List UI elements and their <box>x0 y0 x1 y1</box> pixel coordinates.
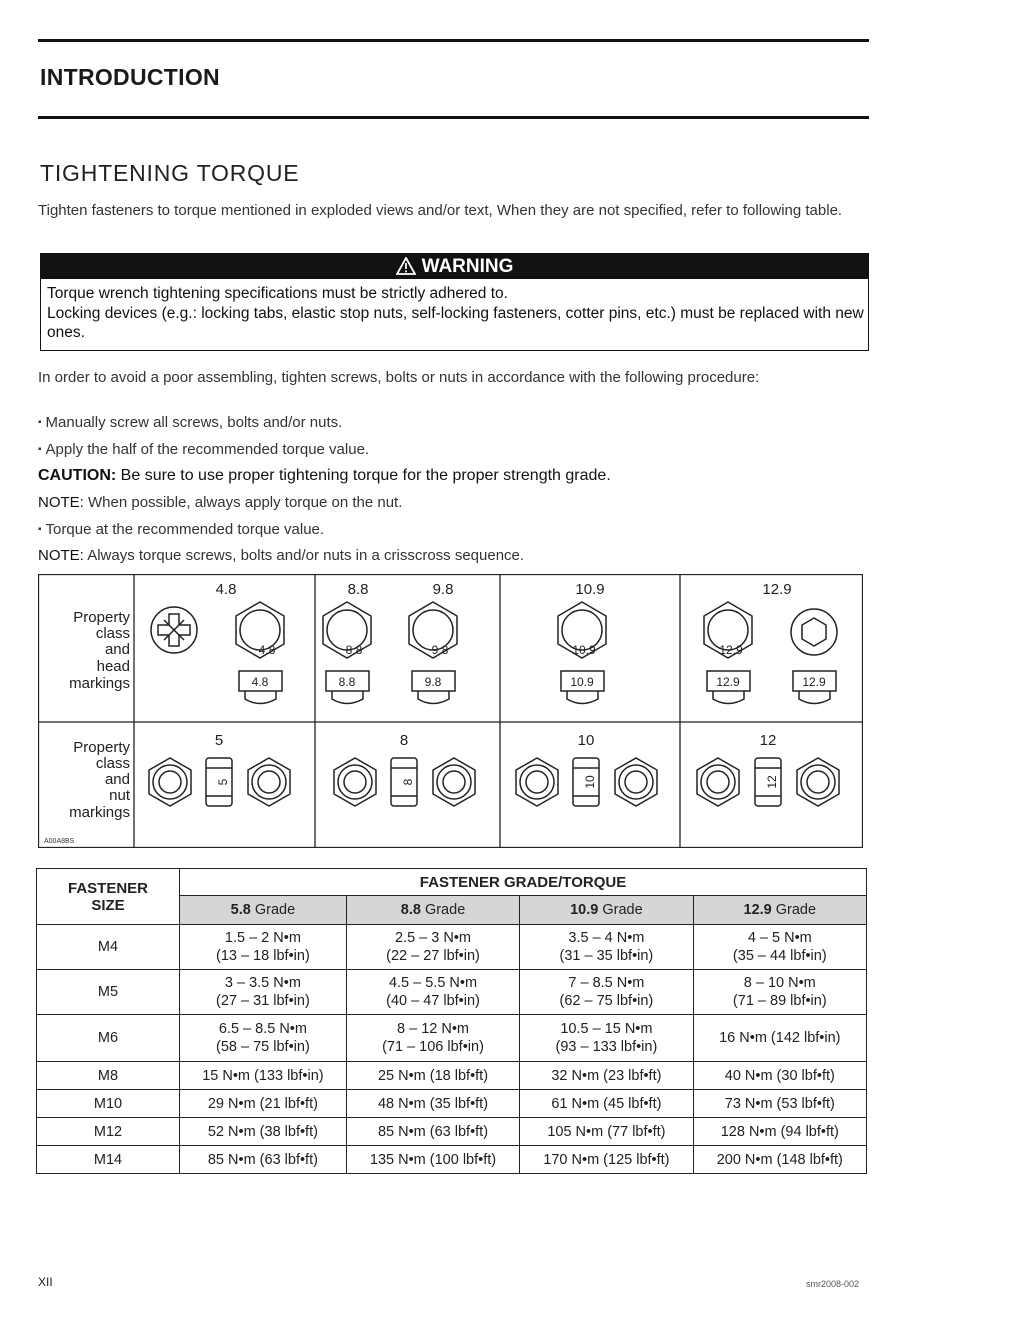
torque-cell: 25 N•m (18 lbf•ft) <box>346 1062 519 1090</box>
head-grade-label: 9.8 <box>432 581 454 598</box>
torque-cell: 10.5 – 15 N•m (93 – 133 lbf•in) <box>520 1015 693 1062</box>
head-grade-label: 4.8 <box>215 581 237 598</box>
note-2 <box>38 546 870 565</box>
torque-cell: 61 N•m (45 lbf•ft) <box>520 1090 693 1118</box>
page-number: XII <box>38 1275 53 1289</box>
figure-code: A00A8BS <box>44 838 75 845</box>
procedure-step-3: ▪ Torque at the recommended torque value. <box>38 520 870 539</box>
caution-line <box>38 466 870 485</box>
bolt-side-tag: 8.8 <box>338 675 356 689</box>
torque-cell: 8 – 10 N•m (71 – 89 lbf•in) <box>693 970 866 1015</box>
table-row <box>37 970 867 1015</box>
warning-title: WARNING <box>421 256 514 277</box>
torque-cell: 1.5 – 2 N•m (13 – 18 lbf•in) <box>180 925 347 970</box>
head-label-line: head <box>96 658 130 675</box>
nut-grade-label: 12 <box>759 732 777 749</box>
size-cell: M5 <box>37 970 180 1015</box>
table-row <box>37 1118 867 1146</box>
caution-text: Be sure to use proper tightening torque for the proper strength grade. <box>120 467 611 484</box>
torque-cell: 105 N•m (77 lbf•ft) <box>520 1118 693 1146</box>
warning-line-1: Torque wrench tightening specifications must be strictly adhered to. <box>47 285 508 302</box>
size-cell: M12 <box>37 1118 180 1146</box>
table-row <box>37 1090 867 1118</box>
head-tag: 10.9 <box>572 643 596 657</box>
torque-cell: 15 N•m (133 lbf•in) <box>180 1062 347 1090</box>
table-row <box>37 1146 867 1174</box>
bolt-side-tag: 4.8 <box>251 675 269 689</box>
fastener-size-header: FASTENER SIZE <box>37 869 180 925</box>
top-rule <box>38 39 869 42</box>
nut-grade-label: 5 <box>214 732 224 749</box>
head-grade-label: 12.9 <box>762 581 792 598</box>
warning-text <box>47 284 864 343</box>
nut-label-line: nut <box>109 787 130 804</box>
procedure-step-1: ▪ Manually screw all screws, bolts and/or nuts. <box>38 413 870 432</box>
note-2-label: NOTE: <box>38 547 84 564</box>
bolt-side-tag: 10.9 <box>570 675 594 689</box>
procedure-intro: In order to avoid a poor assembling, tighten screws, bolts or nuts in accordance with the following procedure: <box>38 369 760 386</box>
bolt-side-tag: 12.9 <box>802 675 826 689</box>
torque-cell: 200 N•m (148 lbf•ft) <box>693 1146 866 1174</box>
torque-cell: 8 – 12 N•m (71 – 106 lbf•in) <box>346 1015 519 1062</box>
head-label-line: and <box>104 641 130 658</box>
procedure-step-2: ▪ Apply the half of the recommended torque value. <box>38 440 870 459</box>
head-tag: 12.9 <box>719 643 743 657</box>
note-1 <box>38 493 870 512</box>
torque-cell: 128 N•m (94 lbf•ft) <box>693 1118 866 1146</box>
torque-cell: 32 N•m (23 lbf•ft) <box>520 1062 693 1090</box>
caution-label: CAUTION: <box>38 467 117 484</box>
section-title: INTRODUCTION <box>40 64 220 90</box>
size-cell: M8 <box>37 1062 180 1090</box>
nut-side-tag: 8 <box>401 778 415 786</box>
bolt-side-tag: 12.9 <box>716 675 740 689</box>
head-tag: 4.8 <box>258 643 276 657</box>
torque-cell: 4.5 – 5.5 N•m (40 – 47 lbf•in) <box>346 970 519 1015</box>
torque-cell: 4 – 5 N•m (35 – 44 lbf•in) <box>693 925 866 970</box>
torque-cell: 73 N•m (53 lbf•ft) <box>693 1090 866 1118</box>
nut-grade-label: 10 <box>577 732 595 749</box>
table-row <box>37 1015 867 1062</box>
size-cell: M4 <box>37 925 180 970</box>
nut-label-line: markings <box>69 804 130 821</box>
torque-cell: 29 N•m (21 lbf•ft) <box>180 1090 347 1118</box>
bolt-side-tag: 9.8 <box>424 675 442 689</box>
intro-paragraph: Tighten fasteners to torque mentioned in exploded views and/or text, When they are not specified, refer to following table. <box>38 202 843 219</box>
warning-box <box>40 253 869 351</box>
nut-label-line: and <box>104 771 130 788</box>
head-tag: 8.8 <box>345 643 363 657</box>
torque-cell: 170 N•m (125 lbf•ft) <box>520 1146 693 1174</box>
grade-torque-header: FASTENER GRADE/TORQUE <box>180 869 867 896</box>
head-tag: 9.8 <box>431 643 449 657</box>
nut-label-line: class <box>95 755 130 772</box>
grade-header: 5.8 Grade <box>180 896 347 925</box>
property-class-markings-figure <box>38 574 863 848</box>
document-code: smr2008-002 <box>806 1279 860 1289</box>
table-row <box>37 925 867 970</box>
head-label-line: markings <box>69 675 130 692</box>
socket-head-screw-icon <box>791 609 837 704</box>
torque-cell: 40 N•m (30 lbf•ft) <box>693 1062 866 1090</box>
note-2-text: Always torque screws, bolts and/or nuts in a crisscross sequence. <box>87 547 525 564</box>
note-1-label: NOTE: <box>38 494 84 511</box>
torque-cell: 3 – 3.5 N•m (27 – 31 lbf•in) <box>180 970 347 1015</box>
torque-cell: 7 – 8.5 N•m (62 – 75 lbf•in) <box>520 970 693 1015</box>
size-cell: M10 <box>37 1090 180 1118</box>
torque-cell: 2.5 – 3 N•m (22 – 27 lbf•in) <box>346 925 519 970</box>
warning-triangle-icon <box>396 257 416 282</box>
head-label-line: class <box>95 625 130 642</box>
size-cell: M14 <box>37 1146 180 1174</box>
head-label-line: Property <box>73 609 130 626</box>
grade-header: 12.9 Grade <box>693 896 866 925</box>
nut-side-tag: 12 <box>765 775 779 789</box>
grade-header: 10.9 Grade <box>520 896 693 925</box>
torque-cell: 16 N•m (142 lbf•in) <box>693 1015 866 1062</box>
nut-side-tag: 10 <box>583 775 597 789</box>
warning-header <box>41 254 868 279</box>
warning-line-2: Locking devices (e.g.: locking tabs, elastic stop nuts, self-locking fasteners, cotter pins, etc.) must be replaced with new ones. <box>47 304 864 341</box>
torque-cell: 6.5 – 8.5 N•m (58 – 75 lbf•in) <box>180 1015 347 1062</box>
torque-cell: 3.5 – 4 N•m (31 – 35 lbf•in) <box>520 925 693 970</box>
note-1-text: When possible, always apply torque on the nut. <box>88 494 403 511</box>
torque-cell: 135 N•m (100 lbf•ft) <box>346 1146 519 1174</box>
size-cell: M6 <box>37 1015 180 1062</box>
torque-cell: 48 N•m (35 lbf•ft) <box>346 1090 519 1118</box>
page-heading: TIGHTENING TORQUE <box>40 160 300 186</box>
header-rule <box>38 116 869 119</box>
phillips-screw-head-icon <box>151 607 197 653</box>
torque-cell: 85 N•m (63 lbf•ft) <box>346 1118 519 1146</box>
torque-cell: 85 N•m (63 lbf•ft) <box>180 1146 347 1174</box>
torque-cell: 52 N•m (38 lbf•ft) <box>180 1118 347 1146</box>
torque-table <box>36 868 867 1174</box>
grade-header: 8.8 Grade <box>346 896 519 925</box>
head-grade-label: 8.8 <box>347 581 369 598</box>
table-row <box>37 1062 867 1090</box>
nut-grade-label: 8 <box>399 732 409 749</box>
nut-side-tag: 5 <box>216 778 230 786</box>
head-grade-label: 10.9 <box>575 581 605 598</box>
nut-label-line: Property <box>73 739 130 756</box>
